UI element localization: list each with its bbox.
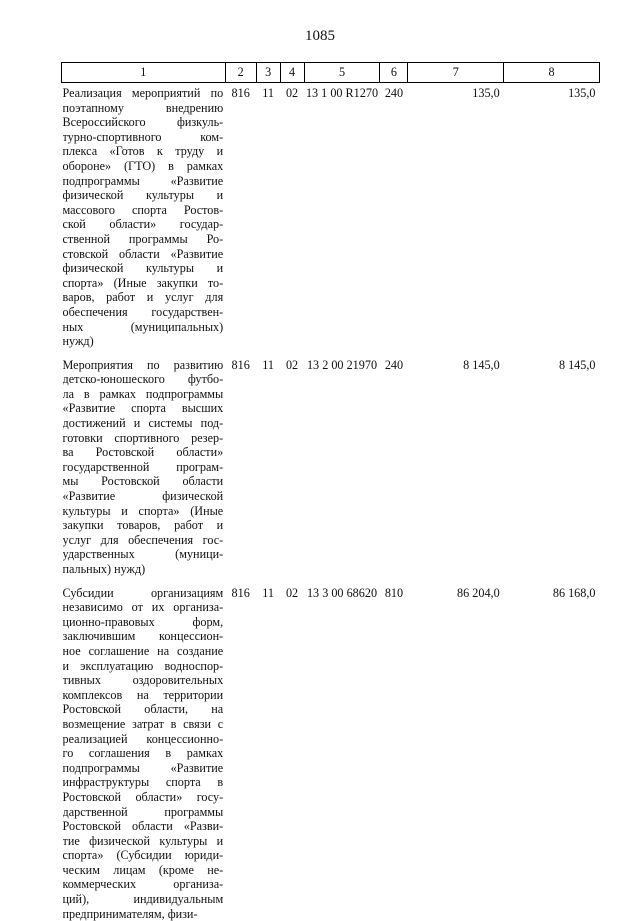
description-line: ное соглашение на создание <box>63 644 224 659</box>
description-line: го соглашения в рамках <box>63 746 224 761</box>
description-line: турно-спортивного ком- <box>63 130 224 145</box>
description-line: ционно-правовых форм, <box>63 615 224 630</box>
description-line: мы Ростовской области <box>63 474 224 489</box>
description-line: государственной програм- <box>63 460 224 475</box>
ministry-code: 816 <box>225 355 256 577</box>
description-line: Ростовской области, на <box>63 702 224 717</box>
description-line: ской области» государ- <box>63 217 224 232</box>
description-line: инфраструктуры спорта в <box>63 775 224 790</box>
target-article-code: 13 3 00 68620 <box>304 583 380 921</box>
column-header: 1 <box>62 63 226 83</box>
description-line: стовской области «Развитие <box>63 247 224 262</box>
description-line: достижений и системы под- <box>63 416 224 431</box>
amount-year-1: 86 204,0 <box>408 583 504 921</box>
expense-type-code: 810 <box>380 583 408 921</box>
description-line: поэтапному внедрению <box>63 101 224 116</box>
description-line: ва Ростовской области» <box>63 445 224 460</box>
column-header: 3 <box>256 63 280 83</box>
description-line: подпрограммы «Развитие <box>63 761 224 776</box>
description-line: культуры и спорта» (Иные <box>63 504 224 519</box>
row-description <box>62 583 226 921</box>
subsection-code: 02 <box>280 83 304 349</box>
column-header: 8 <box>504 63 600 83</box>
description-line: пальных) нужд) <box>63 562 224 577</box>
column-header: 7 <box>408 63 504 83</box>
description-line: Всероссийского физкуль- <box>63 115 224 130</box>
section-code: 11 <box>256 583 280 921</box>
subsection-code: 02 <box>280 583 304 921</box>
description-line: детско-юношеского футбо- <box>63 372 224 387</box>
description-line: независимо от их организа- <box>63 600 224 615</box>
row-description <box>62 83 226 349</box>
table-row <box>62 355 600 577</box>
description-line: ударственных (муници- <box>63 547 224 562</box>
description-line: Субсидии организациям <box>63 586 224 601</box>
description-line: Ростовской области» госу- <box>63 790 224 805</box>
description-line: услуг для обеспечения гос- <box>63 533 224 548</box>
description-line: и эксплуатацию водноспор- <box>63 659 224 674</box>
description-line: ственной программы Ро- <box>63 232 224 247</box>
section-code: 11 <box>256 83 280 349</box>
description-line: Ростовской области «Разви- <box>63 819 224 834</box>
ministry-code: 816 <box>225 583 256 921</box>
description-line: обороне» (ГТО) в рамках <box>63 159 224 174</box>
description-line: готовки спортивного резер- <box>63 431 224 446</box>
row-description <box>62 355 226 577</box>
target-article-code: 13 2 00 21970 <box>304 355 380 577</box>
expense-type-code: 240 <box>380 83 408 349</box>
description-line: Мероприятия по развитию <box>63 358 224 373</box>
description-line: «Развитие физической <box>63 489 224 504</box>
section-code: 11 <box>256 355 280 577</box>
column-header: 4 <box>280 63 304 83</box>
description-line: дарственной программы <box>63 805 224 820</box>
amount-year-2: 86 168,0 <box>504 583 600 921</box>
description-line: ческим лицам (кроме не- <box>63 863 224 878</box>
description-line: нужд) <box>63 334 224 349</box>
description-line: физической культуры и <box>63 261 224 276</box>
amount-year-1: 8 145,0 <box>408 355 504 577</box>
description-line: обеспечения государствен- <box>63 305 224 320</box>
description-line: комплексов на территории <box>63 688 224 703</box>
description-line: физической культуры и <box>63 188 224 203</box>
description-line: спорта» (Субсидии юриди- <box>63 848 224 863</box>
expense-type-code: 240 <box>380 355 408 577</box>
description-line: ных (муниципальных) <box>63 320 224 335</box>
description-line: варов, работ и услуг для <box>63 290 224 305</box>
description-line: ла в рамках подпрограммы <box>63 387 224 402</box>
amount-year-2: 8 145,0 <box>504 355 600 577</box>
description-line: массового спорта Ростов- <box>63 203 224 218</box>
column-header: 6 <box>380 63 408 83</box>
description-line: предпринимателям, физи- <box>63 907 224 921</box>
description-line: подпрограммы «Развитие <box>63 174 224 189</box>
description-line: тивных оздоровительных <box>63 673 224 688</box>
description-line: возмещение затрат в связи с <box>63 717 224 732</box>
amount-year-2: 135,0 <box>504 83 600 349</box>
description-line: тие физической культуры и <box>63 834 224 849</box>
description-line: реализацией концессионно- <box>63 732 224 747</box>
table-row <box>62 83 600 349</box>
ministry-code: 816 <box>225 83 256 349</box>
description-line: заключившим концессион- <box>63 629 224 644</box>
table-body <box>62 83 600 921</box>
budget-table <box>61 62 600 921</box>
description-line: закупки товаров, работ и <box>63 518 224 533</box>
column-header: 2 <box>225 63 256 83</box>
description-line: «Развитие спорта высших <box>63 401 224 416</box>
column-header: 5 <box>304 63 380 83</box>
description-line: плекса «Готов к труду и <box>63 144 224 159</box>
page-number: 1085 <box>0 28 640 45</box>
target-article-code: 13 1 00 R1270 <box>304 83 380 349</box>
table-row <box>62 583 600 921</box>
subsection-code: 02 <box>280 355 304 577</box>
description-line: ций), индивидуальным <box>63 892 224 907</box>
description-line: спорта» (Иные закупки то- <box>63 276 224 291</box>
table-header-row <box>62 63 600 83</box>
description-line: Реализация мероприятий по <box>63 86 224 101</box>
amount-year-1: 135,0 <box>408 83 504 349</box>
description-line: коммерческих организа- <box>63 877 224 892</box>
